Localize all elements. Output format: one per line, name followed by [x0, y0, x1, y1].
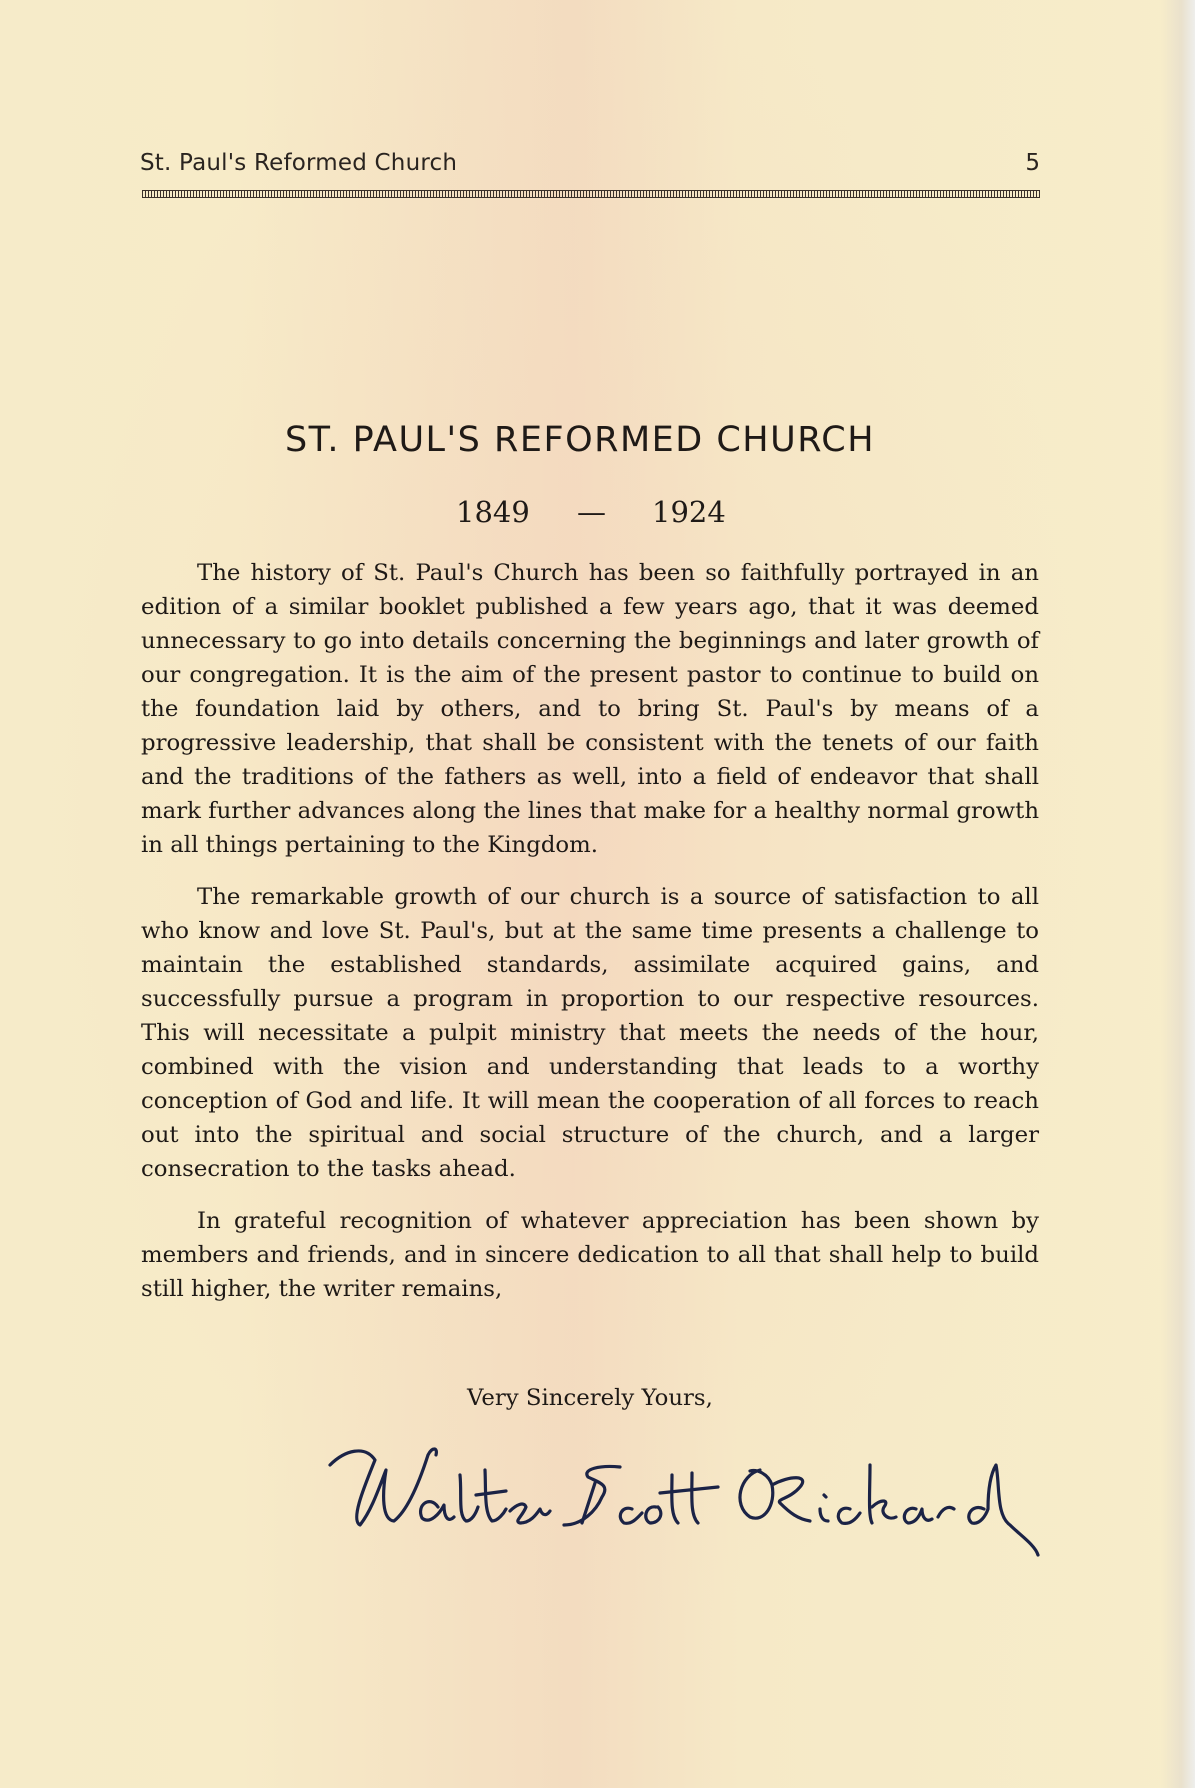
header-rule: [142, 190, 1040, 198]
paragraph-recognition: In grateful recognition of whatever appreciation has been shown by members and friends, and in sincere dedication to all that shall help to build still higher, the writer remains,: [141, 1208, 1039, 1302]
year-end: 1924: [652, 495, 726, 529]
paragraph-growth: The remarkable growth of our church is a source of satisfaction to all who know and love St. Paul's, but at the same time presents a challenge to maintain the established standards, assimilate acquired gains, and successfully pursue a program in proportion to our respective resources. This will necessitate a pulpit ministry that meets the needs of the hour, combined with the vision and understanding that leads to a worthy conception of God and life. It will mean the cooperation of all forces to reach out into the spiritual and social structure of the church, and a larger consecration to the tasks ahead.: [141, 884, 1039, 1182]
body-text: [141, 556, 1039, 1324]
page-number: 5: [1025, 150, 1040, 176]
year-range: [440, 495, 740, 535]
paragraph-history: The history of St. Paul's Church has been so faithfully portrayed in an edition of a similar booklet published a few years ago, that it was deemed unnecessary to go into details concerning the beginnings and later growth of our congregation. It is the aim of the present pastor to continue to build on the foundation laid by others, and to bring St. Paul's by means of a progressive leadership, that shall be consistent with the tenets of our faith and the traditions of the fathers as well, into a field of endeavor that shall mark further advances along the lines that make for a healthy normal growth in all things pertaining to the Kingdom.: [141, 560, 1040, 858]
running-head: [140, 150, 1040, 190]
year-start: 1849: [456, 495, 530, 529]
page-title: ST. PAUL'S REFORMED CHURCH: [284, 420, 876, 460]
running-title: St. Paul's Reformed Church: [140, 150, 458, 176]
signature-drawing: [320, 1425, 1040, 1565]
closing-salutation: Very Sincerely Yours,: [467, 1385, 713, 1411]
handwritten-signature: [320, 1425, 1040, 1565]
year-dash: —: [577, 495, 606, 529]
